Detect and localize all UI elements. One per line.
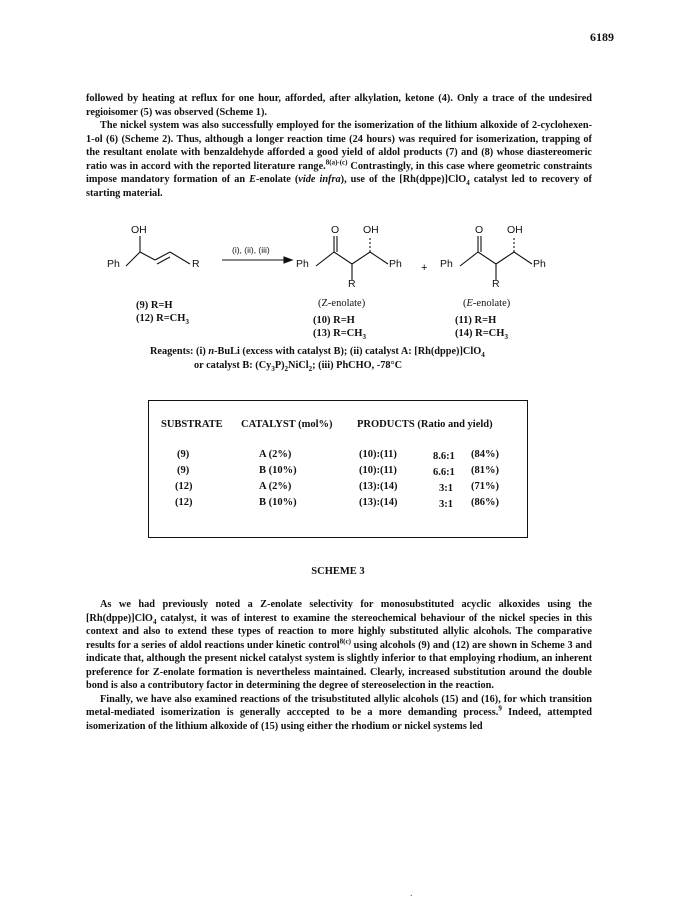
table-cell: 8.6:1 [433, 451, 455, 462]
table-cell: (13):(14) [359, 481, 398, 492]
compound-label: (11) R=H [455, 315, 497, 326]
compound-label: (9) R=H [136, 300, 173, 311]
paragraph-2: As we had previously noted a Z-enolate selectivity for monosubstituted acyclic alkoxides using the [Rh(dppe)]ClO$_4$ catalyst, it was of interest to examine the stereochemical behaviour of the nickel species in this context and also to extend these types of reaction to more highly substituted allylic alcohols. The comparative results for a series of aldol reactions under kinetic control$^{8(c)}$ using alcohols (9) and (12) are shown in Scheme 3 and indicate that, although the present nickel catalyst system is slightly inferior to that employing rhodium, an inherent preference for Z-enolate formation is nevertheless maintained. Clearly, increased substitution around the double bond is also a contributory factor in determining the degree of stereoselection in the reaction. Finally, we have also examined reactions of the trisubstituted allylic alcohols (15) and (16), for which transition metal-mediated isomerization is generally acccepted to be a more demanding process.$^9$ Indeed, attempted isomerization of the lithium alkoxide of (15) using either the rhodium or nickel systems led [86, 599, 592, 732]
table-cell: (81%) [471, 465, 499, 476]
scan-speck: . [410, 888, 413, 899]
r-label: R [492, 278, 500, 290]
page-number: 6189 [590, 30, 614, 44]
carbonyl-o-label: O [475, 224, 484, 236]
z-enolate-label: (Z-enolate) [318, 298, 366, 309]
ph-label: Ph [296, 258, 309, 270]
table-cell: 6.6:1 [433, 467, 455, 478]
oh-label: OH [507, 224, 523, 236]
table-header: SUBSTRATE [161, 419, 223, 430]
table-cell: (10):(11) [359, 465, 397, 476]
table-header: PRODUCTS (Ratio and yield) [357, 419, 493, 430]
reaction-scheme [0, 220, 676, 340]
table-cell: (12) [175, 481, 193, 492]
ph-label: Ph [389, 258, 402, 270]
reagents-caption: Reagents: (i) n-BuLi (excess with catalyst B); (ii) catalyst A: [Rh(dppe)]ClO$_4$ or catalyst B: $(Cy_3P)_2NiCl_2$; (iii) PhCHO, -78°C [150, 346, 485, 374]
compound-label: (13) $R=CH_3$ [313, 328, 366, 342]
table-cell: (84%) [471, 449, 499, 460]
table-cell: 3:1 [439, 483, 453, 494]
table-cell: A (2%) [259, 449, 292, 460]
r-label: R [348, 278, 356, 290]
table-cell: 3:1 [439, 499, 453, 510]
table-cell: (86%) [471, 497, 499, 508]
compound-label: (12) $R=CH_3$ [136, 313, 189, 327]
table-cell: (71%) [471, 481, 499, 492]
table-cell: (13):(14) [359, 497, 398, 508]
table-cell: B (10%) [259, 497, 297, 508]
ph-label: Ph [107, 258, 120, 270]
compound-label: (14) $R=CH_3$ [455, 328, 508, 342]
table-cell: (9) [177, 465, 190, 476]
r-label: R [192, 258, 200, 270]
scheme-title: SCHEME 3 [311, 566, 365, 577]
table-cell: (9) [177, 449, 190, 460]
compound-label: (10) R=H [313, 315, 355, 326]
ph-label: Ph [440, 258, 453, 270]
plus-sign: + [421, 262, 428, 274]
paragraph-1: followed by heating at reflux for one hour, afforded, after alkylation, ketone (4). Only a trace of the undesired regioisomer (5) was observed (Scheme 1). The nickel system was also successfully employed for the isomerization of the lithium alkoxide of 2-cyclohexen-1-ol (6) (Scheme 2). Thus, although a longer reaction time (24 hours) was required for isomerization, trapping of the resultant enolate with benzaldehyde afforded a good yield of aldol products (7) and (8) whose diastereomeric ratio was in accord with the reported literature range.$^{8(a)-(c)}$ Contrastingly, in this case where geometric constraints impose mandatory formation of an E-enolate (vide infra), use of the [Rh(dppe)]ClO$_4$ catalyst led to recovery of starting material. [86, 93, 593, 199]
carbonyl-o-label: O [331, 224, 340, 236]
table-cell: (12) [175, 497, 193, 508]
e-enolate-label: (E-enolate) [463, 298, 511, 309]
oh-label: OH [363, 224, 379, 236]
ph-label: Ph [533, 258, 546, 270]
table-header: CATALYST (mol%) [241, 419, 333, 430]
results-table [148, 400, 528, 538]
arrow-conditions: (i), (ii), (iii) [232, 245, 270, 255]
table-cell: (10):(11) [359, 449, 397, 460]
table-cell: A (2%) [259, 481, 292, 492]
oh-label: OH [131, 224, 147, 236]
table-cell: B (10%) [259, 465, 297, 476]
